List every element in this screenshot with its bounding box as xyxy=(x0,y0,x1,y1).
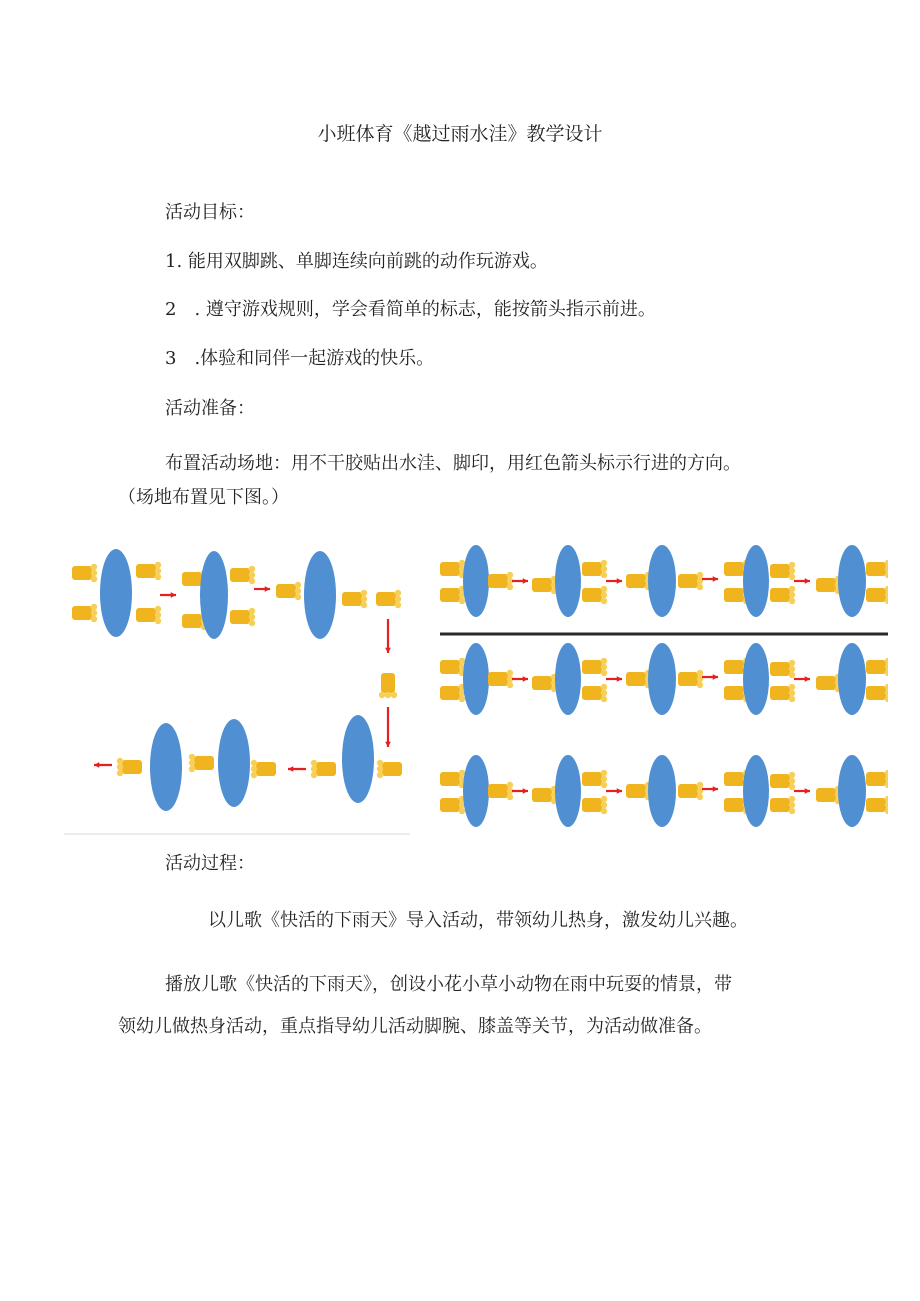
arrow-head xyxy=(385,648,391,653)
footprint-shape xyxy=(72,564,97,582)
puddle-shape xyxy=(342,715,374,803)
arrow-head xyxy=(617,578,622,584)
puddle-shape xyxy=(648,643,676,715)
goal-item-1: 1. 能用双脚跳、单脚连续向前跳的动作玩游戏。 xyxy=(165,251,548,272)
footprint-shape xyxy=(230,566,255,584)
arrow-head xyxy=(713,786,718,792)
footprint-shape xyxy=(816,576,841,594)
footprint-shape xyxy=(117,758,142,776)
footprint-shape xyxy=(440,658,465,676)
footprint-shape xyxy=(488,782,513,800)
arrow-head xyxy=(265,586,270,592)
footprint-shape xyxy=(532,786,557,804)
footprint-shape xyxy=(866,770,888,788)
footprint-shape xyxy=(342,590,367,608)
puddle-shape xyxy=(218,719,250,807)
puddle-shape xyxy=(100,549,132,637)
footprint-shape xyxy=(488,572,513,590)
footprint-shape xyxy=(770,684,795,702)
goal-item-3: 3 .体验和同伴一起游戏的快乐。 xyxy=(165,348,435,369)
puddle-shape xyxy=(838,643,866,715)
footprint-shape xyxy=(770,772,795,790)
footprint-shape xyxy=(230,608,255,626)
footprint-shape xyxy=(251,760,276,778)
footprint-shape xyxy=(532,576,557,594)
arrow-head xyxy=(805,788,810,794)
arrow-head xyxy=(523,788,528,794)
arrow-head xyxy=(523,676,528,682)
footprint-shape xyxy=(440,586,465,604)
footprint-shape xyxy=(866,560,888,578)
arrow-head xyxy=(713,674,718,680)
footprint-shape xyxy=(440,796,465,814)
prep-heading: 活动准备： xyxy=(165,398,255,419)
arrow-head xyxy=(171,592,176,598)
puddle-shape xyxy=(743,755,769,827)
footprint-shape xyxy=(379,673,397,698)
footprint-shape xyxy=(770,586,795,604)
footprint-shape xyxy=(136,562,161,580)
footprint-shape xyxy=(189,754,214,772)
venue-layout-figure-left xyxy=(64,537,412,837)
footprint-shape xyxy=(532,674,557,692)
puddle-shape xyxy=(200,551,228,639)
puddle-shape xyxy=(304,551,336,639)
arrow-head xyxy=(288,766,293,772)
puddle-shape xyxy=(648,545,676,617)
footprint-shape xyxy=(440,770,465,788)
footprint-shape xyxy=(770,796,795,814)
footprint-shape xyxy=(816,786,841,804)
goal-item-2: 2 . 遵守游戏规则，学会看简单的标志，能按箭头指示前进。 xyxy=(165,299,656,320)
arrow-head xyxy=(385,742,391,747)
goals-heading: 活动目标： xyxy=(165,202,255,223)
footprint-shape xyxy=(582,658,607,676)
arrow-head xyxy=(805,676,810,682)
puddle-shape xyxy=(150,723,182,811)
footprint-shape xyxy=(866,796,888,814)
footprint-shape xyxy=(582,770,607,788)
puddle-shape xyxy=(555,755,581,827)
arrow-head xyxy=(617,788,622,794)
arrow-head xyxy=(94,762,99,768)
puddle-shape xyxy=(555,643,581,715)
footprint-shape xyxy=(311,760,336,778)
puddle-shape xyxy=(743,545,769,617)
footprint-shape xyxy=(770,562,795,580)
footprint-shape xyxy=(678,670,703,688)
venue-layout-figure-right xyxy=(436,537,888,837)
footprint-shape xyxy=(866,586,888,604)
puddle-shape xyxy=(648,755,676,827)
puddle-shape xyxy=(463,643,489,715)
arrow-head xyxy=(617,676,622,682)
document-title: 小班体育《越过雨水洼》教学设计 xyxy=(317,123,603,145)
puddle-shape xyxy=(555,545,581,617)
footprint-shape xyxy=(582,586,607,604)
footprint-shape xyxy=(72,604,97,622)
process-intro: 以儿歌《快活的下雨天》导入活动，带领幼儿热身，激发幼儿兴趣。 xyxy=(208,910,748,931)
footprint-shape xyxy=(377,760,402,778)
footprint-shape xyxy=(582,560,607,578)
arrow-head xyxy=(713,576,718,582)
footprint-shape xyxy=(626,572,651,590)
footprint-shape xyxy=(816,674,841,692)
puddle-shape xyxy=(838,545,866,617)
footprint-shape xyxy=(582,796,607,814)
footprint-shape xyxy=(582,684,607,702)
prep-text-line-1: 布置活动场地：用不干胶贴出水洼、脚印，用红色箭头标示行进的方向。 xyxy=(165,453,741,474)
puddle-shape xyxy=(463,545,489,617)
puddle-shape xyxy=(838,755,866,827)
footprint-shape xyxy=(376,590,401,608)
footprint-shape xyxy=(626,670,651,688)
puddle-shape xyxy=(463,755,489,827)
footprint-shape xyxy=(440,560,465,578)
puddle-shape xyxy=(743,643,769,715)
footprint-shape xyxy=(626,782,651,800)
footprint-shape xyxy=(866,658,888,676)
footprint-shape xyxy=(678,572,703,590)
arrow-head xyxy=(523,578,528,584)
footprint-shape xyxy=(770,660,795,678)
footprint-shape xyxy=(440,684,465,702)
prep-text-line-2: （场地布置见下图。） xyxy=(118,487,289,508)
footprint-shape xyxy=(276,582,301,600)
process-paragraph-line-2: 领幼儿做热身活动，重点指导幼儿活动脚腕、膝盖等关节，为活动做准备。 xyxy=(118,1016,712,1037)
process-heading: 活动过程： xyxy=(165,853,255,874)
footprint-shape xyxy=(488,670,513,688)
footprint-shape xyxy=(136,606,161,624)
arrow-head xyxy=(805,578,810,584)
footprint-shape xyxy=(866,684,888,702)
footprint-shape xyxy=(678,782,703,800)
process-paragraph-line-1: 播放儿歌《快活的下雨天》，创设小花小草小动物在雨中玩耍的情景，带 xyxy=(165,974,732,995)
